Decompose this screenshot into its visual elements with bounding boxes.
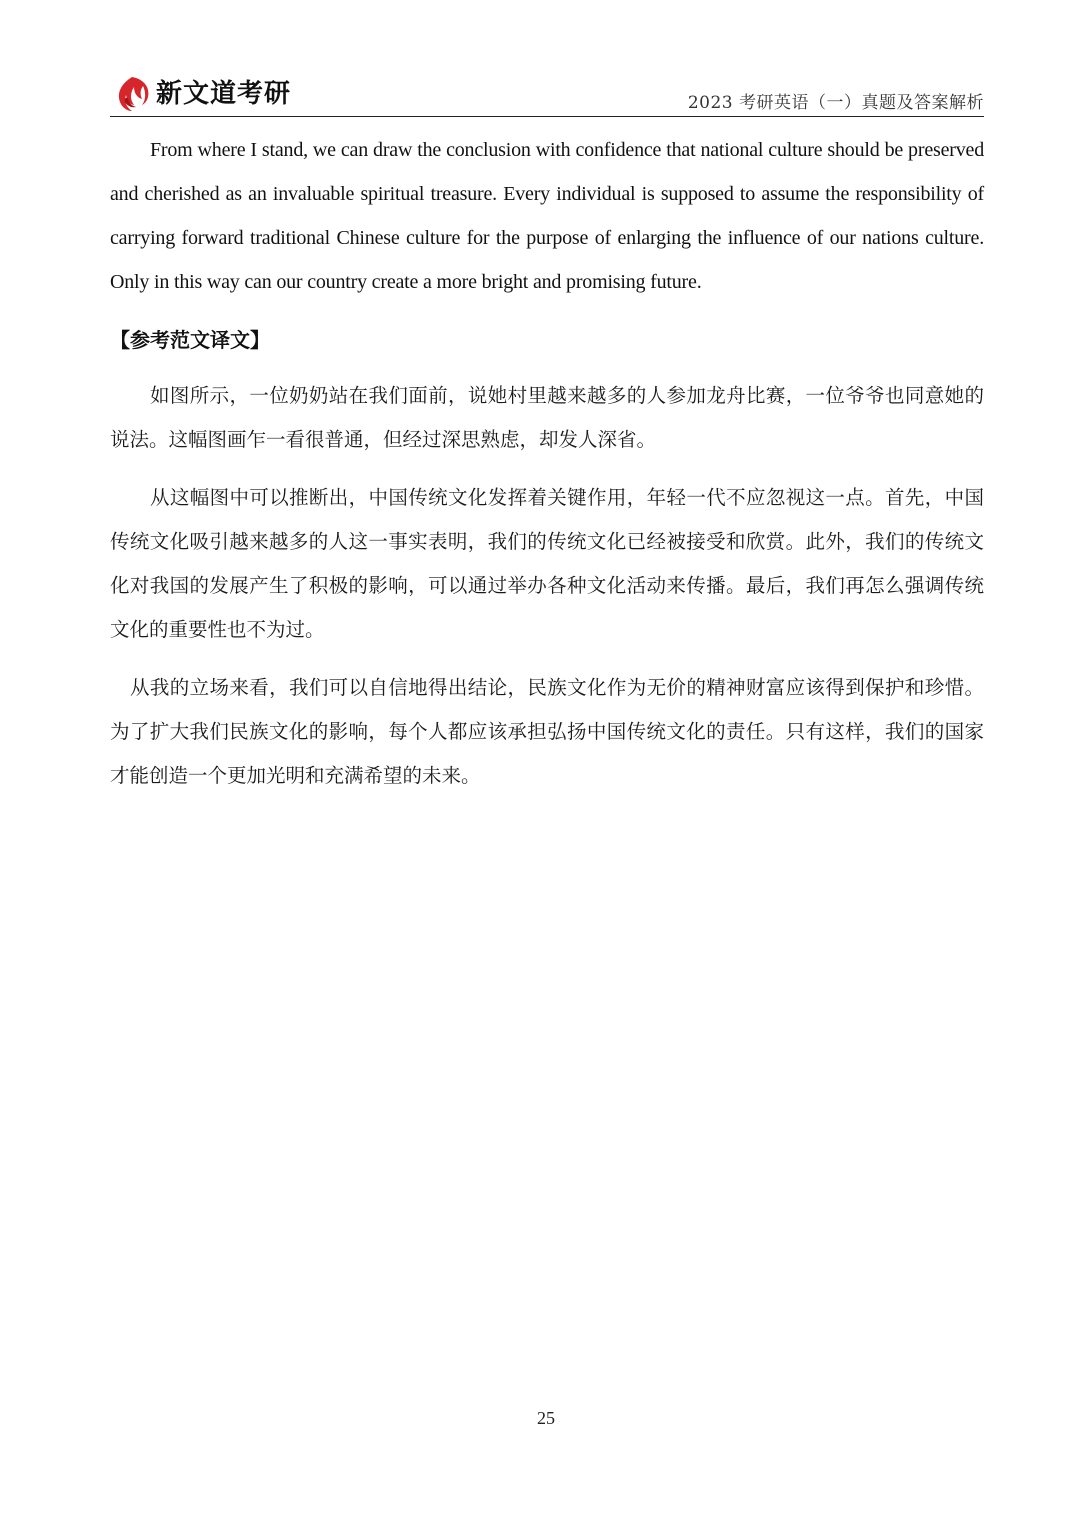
page-content <box>110 128 984 798</box>
page-header <box>110 70 984 117</box>
brand-logo <box>112 74 291 114</box>
document-title: 2023 考研英语（一）真题及答案解析 <box>687 93 984 113</box>
translation-paragraph-1: 如图所示，一位奶奶站在我们面前，说她村里越来越多的人参加龙舟比赛，一位爷爷也同意她的说法。这幅图画乍一看很普通，但经过深思熟虑，却发人深省。 <box>110 384 984 451</box>
translation-paragraph-3: 从我的立场来看，我们可以自信地得出结论，民族文化作为无价的精神财富应该得到保护和珍惜。为了扩大我们民族文化的影响，每个人都应该承担弘扬中国传统文化的责任。只有这样，我们的国家才能创造一个更加光明和充满希望的未来。 <box>110 676 984 787</box>
section-title: 【参考范文译文】 <box>110 328 270 352</box>
logo-text: 新文道考研 <box>156 79 292 109</box>
flame-logo-icon <box>112 74 152 114</box>
page-number: 25 <box>537 1408 555 1428</box>
english-paragraph: From where I stand, we can draw the conclusion with confidence that national culture should be preserved and cherished as an invaluable spiritual treasure. Every individual is supposed to assume the responsibility of carrying forward traditional Chinese culture for the purpose of enlarging the influence of our nations culture. Only in this way can our country create a more bright and promising future. <box>110 139 984 293</box>
translation-paragraph-2: 从这幅图中可以推断出，中国传统文化发挥着关键作用，年轻一代不应忽视这一点。首先，中国传统文化吸引越来越多的人这一事实表明，我们的传统文化已经被接受和欣赏。此外，我们的传统文化对我国的发展产生了积极的影响，可以通过举办各种文化活动来传播。最后，我们再怎么强调传统文化的重要性也不为过。 <box>110 486 984 641</box>
